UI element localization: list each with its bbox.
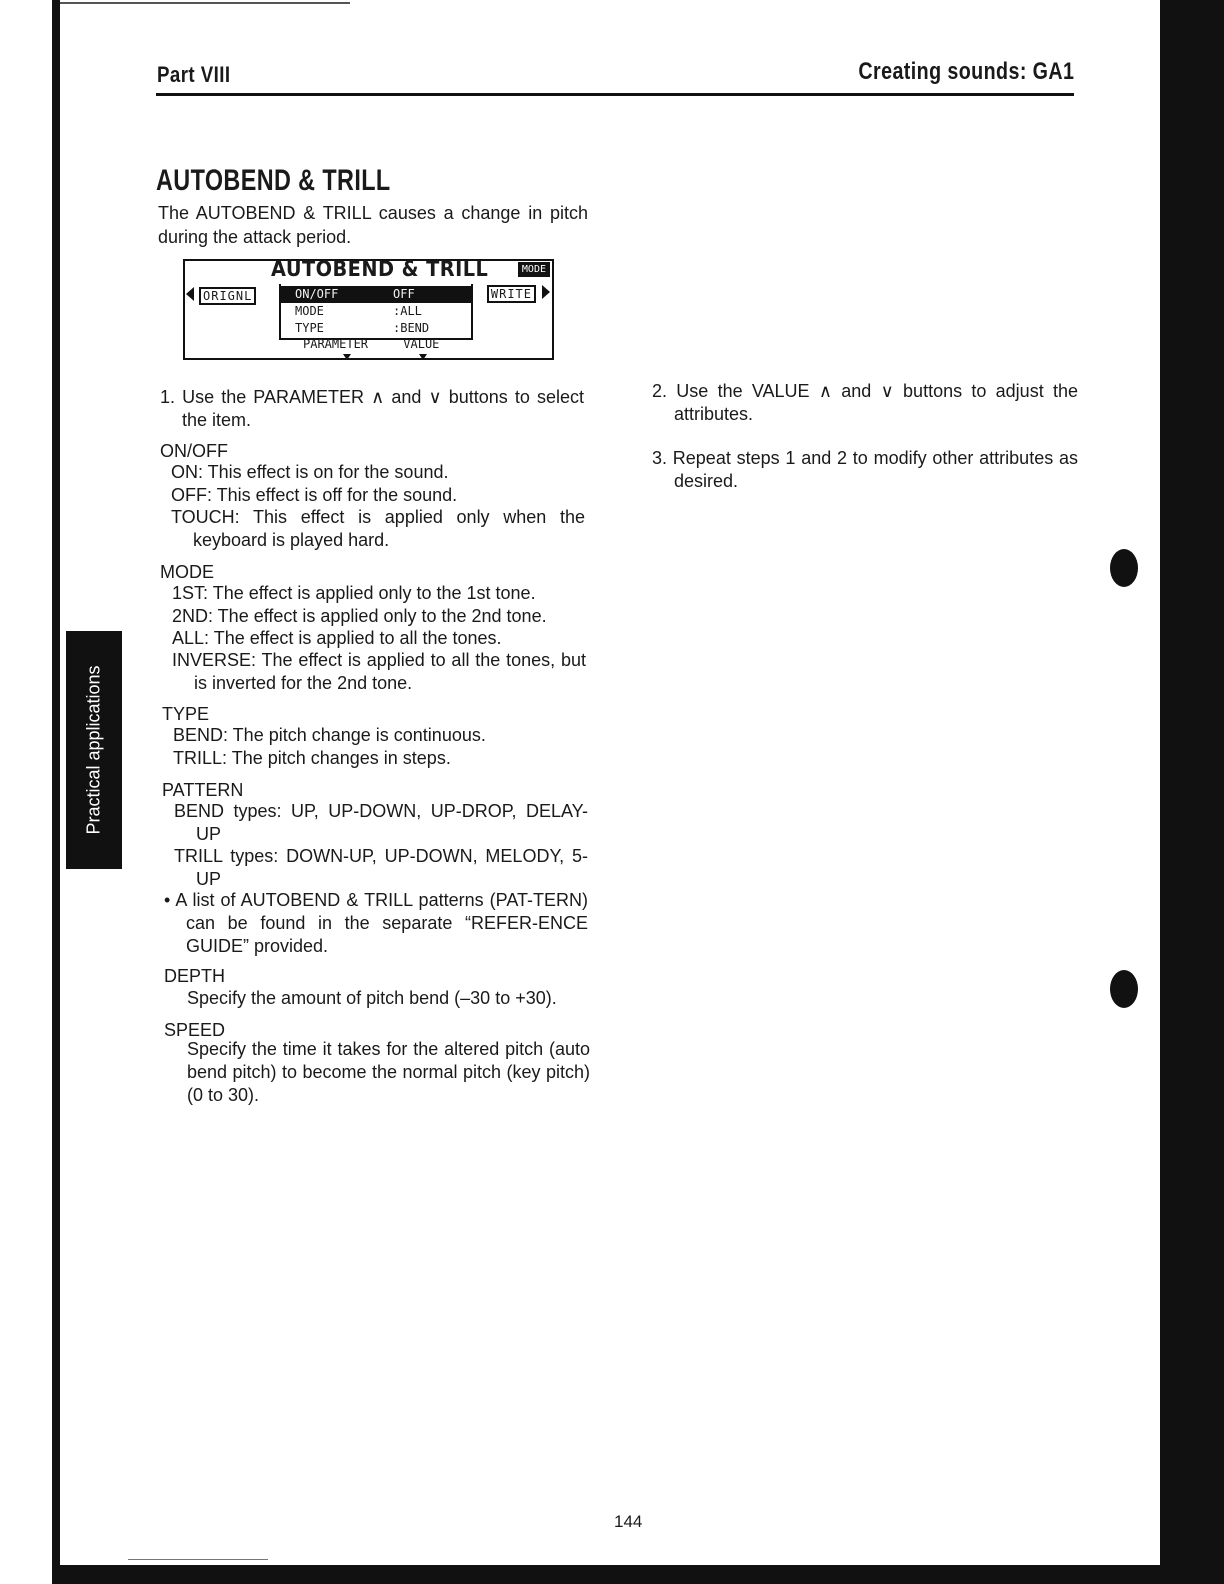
lcd-param-value: OFF — [393, 287, 415, 301]
step-2: 2. Use the VALUE ∧ and ∨ buttons to adjust the attributes. — [652, 381, 1078, 424]
type-trill: TRILL: The pitch changes in steps. — [173, 748, 451, 768]
lcd-footer-parameter: PARAMETER — [303, 337, 369, 351]
depth-heading: DEPTH — [164, 966, 226, 986]
pattern-note: • A list of AUTOBEND & TRILL patterns (PAT-TERN) can be found in the separate “REFER-ENCE GUIDE” provided. — [164, 890, 588, 956]
onoff-on: ON: This effect is on for the sound. — [171, 462, 449, 482]
lcd-param-label: ON/OFF — [295, 287, 339, 301]
page-border-left — [52, 0, 60, 1584]
lcd-original-button: ORIGNL — [199, 287, 256, 305]
pattern-heading: PATTERN — [162, 780, 244, 800]
page-border-right — [1160, 0, 1224, 1584]
onoff-touch: TOUCH: This effect is applied only when the keyboard is played hard. — [171, 507, 585, 550]
page-border-bottom — [52, 1565, 1224, 1584]
lcd-mode-indicator: MODE — [518, 262, 550, 277]
onoff-heading: ON/OFF — [160, 441, 228, 461]
speed-heading: SPEED — [164, 1020, 226, 1040]
lcd-param-label: MODE — [295, 304, 324, 318]
mode-inverse: INVERSE: The effect is applied to all the tones, but is inverted for the 2nd tone. — [172, 650, 586, 693]
lcd-row-type — [281, 320, 471, 337]
mode-2nd: 2ND: The effect is applied only to the 2nd tone. — [172, 606, 547, 626]
scan-bottom-line — [128, 1559, 268, 1560]
binder-hole-icon — [1110, 549, 1138, 587]
lcd-param-value: :BEND — [393, 321, 430, 335]
intro-paragraph: The AUTOBEND & TRILL causes a change in pitch during the attack period. — [158, 203, 588, 247]
scan-top-line — [60, 2, 350, 4]
lcd-param-value: :ALL — [393, 304, 422, 318]
running-header-chapter: Creating sounds: GA1 — [858, 58, 1074, 85]
lcd-footer — [303, 337, 439, 351]
lcd-param-label: TYPE — [295, 321, 324, 335]
lcd-parameter-panel — [279, 284, 473, 340]
page-number: 144 — [614, 1512, 643, 1531]
running-header-part: Part VIII — [157, 62, 231, 87]
pattern-trill-types: TRILL types: DOWN-UP, UP-DOWN, MELODY, 5-UP — [174, 846, 588, 889]
lcd-row-onoff — [281, 286, 471, 303]
lcd-write-button: WRITE — [487, 285, 536, 303]
depth-text: Specify the amount of pitch bend (–30 to +30). — [187, 988, 557, 1008]
header-rule — [156, 93, 1074, 96]
pattern-bend-types: BEND types: UP, UP-DOWN, UP-DROP, DELAY-UP — [174, 801, 588, 844]
lcd-row-mode — [281, 303, 471, 320]
value-down-arrow-icon — [419, 354, 427, 360]
onoff-off: OFF: This effect is off for the sound. — [171, 485, 458, 505]
lcd-display — [183, 259, 554, 360]
mode-1st: 1ST: The effect is applied only to the 1st tone. — [172, 583, 536, 603]
step-1: 1. Use the PARAMETER ∧ and ∨ buttons to select the item. — [160, 387, 584, 430]
left-arrow-icon — [186, 287, 194, 301]
parameter-down-arrow-icon — [343, 354, 351, 360]
step-3: 3. Repeat steps 1 and 2 to modify other attributes as desired. — [652, 448, 1078, 491]
binder-hole-icon — [1110, 970, 1138, 1008]
lcd-title: AUTOBEND & TRILL — [271, 257, 489, 281]
section-title: AUTOBEND & TRILL — [156, 164, 391, 197]
mode-heading: MODE — [160, 562, 214, 582]
type-bend: BEND: The pitch change is continuous. — [173, 725, 486, 745]
side-tab-label: Practical applications — [83, 665, 104, 835]
speed-text: Specify the time it takes for the altered pitch (auto bend pitch) to become the normal pitch (key pitch) (0 to 30). — [187, 1039, 590, 1105]
right-arrow-icon — [542, 285, 550, 299]
lcd-footer-value: VALUE — [403, 337, 440, 351]
type-heading: TYPE — [162, 704, 210, 724]
mode-all: ALL: The effect is applied to all the tones. — [172, 628, 502, 648]
